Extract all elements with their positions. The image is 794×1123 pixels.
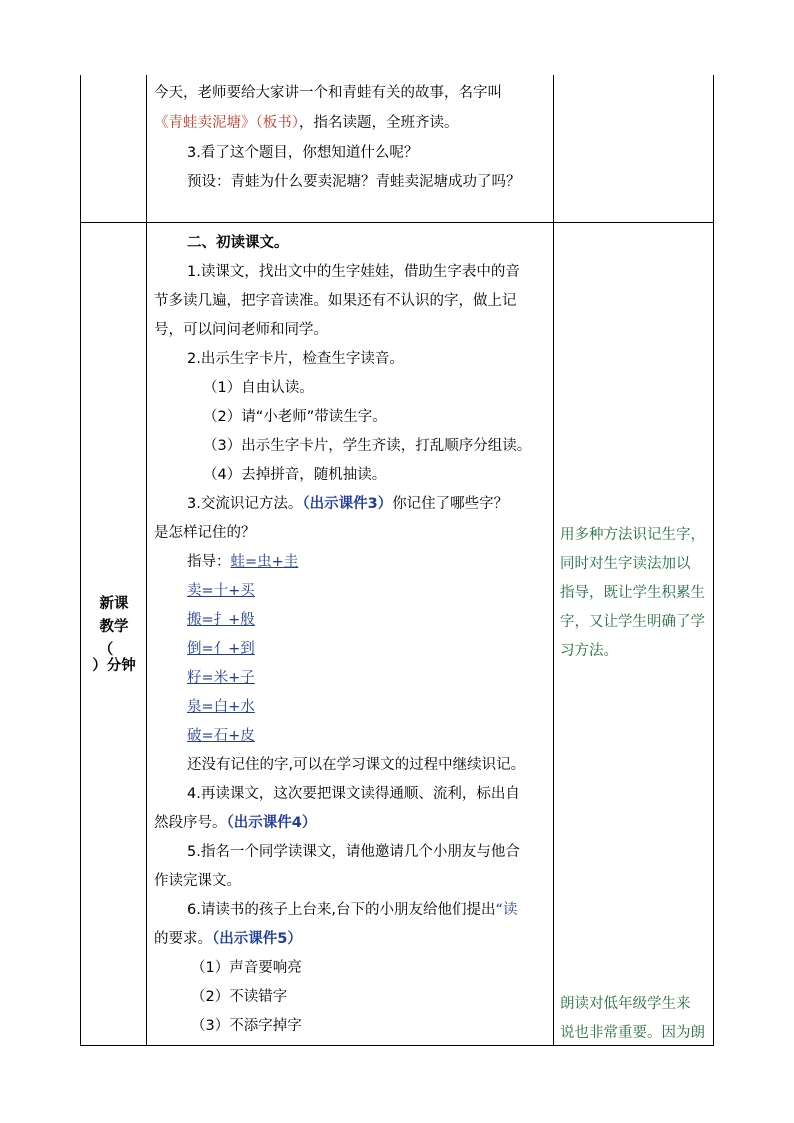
step6-line-2 [154,929,302,949]
step2: 2.出示生字卡片，检查生字读音。 [187,351,404,367]
note-1 [560,521,712,666]
step2-a: （1）自由认读。 [203,380,314,396]
section-label-line-3: （ [98,642,114,658]
note-2-line: 朗读对低年级学生来 [560,996,691,1012]
table-divider-1 [146,75,147,1046]
courseware-4: （出示课件4） [226,815,317,831]
table-border-right [713,75,714,1046]
char-item[interactable]: 卖=十+买 [187,583,255,599]
step1-line-2: 节多读几遍，把字音读准。如果还有不认识的字，做上记 [154,293,517,309]
lesson-title: 《青蛙卖泥塘》 [154,115,256,131]
step6-line-1 [187,900,517,920]
step6-text: 6.请读书的孩子上台来,台下的小朋友给他们提出 [187,902,496,918]
note-2-line: 说也非常重要。因为朗 [560,1025,705,1041]
step6-quote: “读 [495,902,518,918]
table-divider-2 [553,75,554,1046]
requirement-1: （1）声音要响亮 [191,960,302,976]
intro-line-2 [154,113,459,133]
char-item[interactable]: 籽=米+子 [187,670,255,686]
courseware-3: （出示课件3） [302,496,393,512]
step4-line-2 [154,813,316,833]
step1-line-3: 号，可以问问老师和同学。 [154,322,328,338]
section-label-line-2: 教学 [99,619,129,635]
note-1-line: 指导，既让学生积累生 [560,585,705,601]
step2-d: （4）去掉拼音，随机抽读。 [203,467,387,483]
step3-question: 你记住了哪些字？ [392,496,509,512]
char-item[interactable]: 泉=白+水 [187,699,255,715]
note-2 [560,990,712,1048]
step5-line-1: 5.指名一个同学读课文，请他邀请几个小朋友与他合 [187,844,520,860]
courseware-5: （出示课件5） [212,931,302,947]
note-1-line: 习方法。 [560,643,618,659]
char-item[interactable]: 蛙=虫+圭 [230,554,299,570]
step2-b: （2）请“小老师”带读生字。 [203,409,387,425]
requirement-3: （3）不添字掉字 [191,1018,302,1034]
char-item[interactable]: 倒=亻+到 [187,641,255,657]
step1-line-1: 1.读课文，找出文中的生字娃娃，借助生字表中的音 [187,264,520,280]
board-note: （板书） [255,115,299,131]
section-label-line-4: ）分钟 [92,658,136,674]
step5-line-2: 作读完课文。 [154,873,241,889]
step6-requirement: 的要求。 [154,931,212,947]
intro-line-1: 今天，老师要给大家讲一个和青蛙有关的故事，名字叫 [154,85,502,101]
note-1-line: 字，又让学生明确了学 [560,614,705,630]
step4-line-1: 4.再读课文，这次要把课文读得通顺、流利，标出自 [187,786,520,802]
step3-line-2: 是怎样记住的？ [154,525,256,541]
table-border-left [80,75,81,1046]
section-label-line-1: 新课 [99,596,129,612]
step3-line-1 [187,494,508,514]
char-item[interactable]: 搬=扌+般 [187,612,255,628]
requirement-2: （2）不读错字 [191,989,288,1005]
guide-line [187,552,298,572]
guide-label: 指导： [187,554,231,570]
section-heading: 二、初读课文。 [187,235,289,251]
intro-line-3: 3.看了这个题目，你想知道什么呢？ [187,145,419,161]
intro-line-4: 预设：青蛙为什么要卖泥塘？青蛙卖泥塘成功了吗？ [187,174,521,190]
table-border-top [80,222,714,223]
step3-end: 还没有记住的字,可以在学习课文的过程中继续识记。 [187,757,526,773]
note-1-line: 同时对生字读法加以 [560,556,691,572]
step2-c: （3）出示生字卡片，学生齐读，打乱顺序分组读。 [203,438,532,454]
intro-line-2-rest: ，指名读题，全班齐读。 [299,115,459,131]
note-1-line: 用多种方法识记生字， [560,527,705,543]
char-item[interactable]: 破=石+皮 [187,728,255,744]
step4-text: 然段序号。 [154,815,227,831]
step3-text: 3.交流识记方法。 [187,496,303,512]
